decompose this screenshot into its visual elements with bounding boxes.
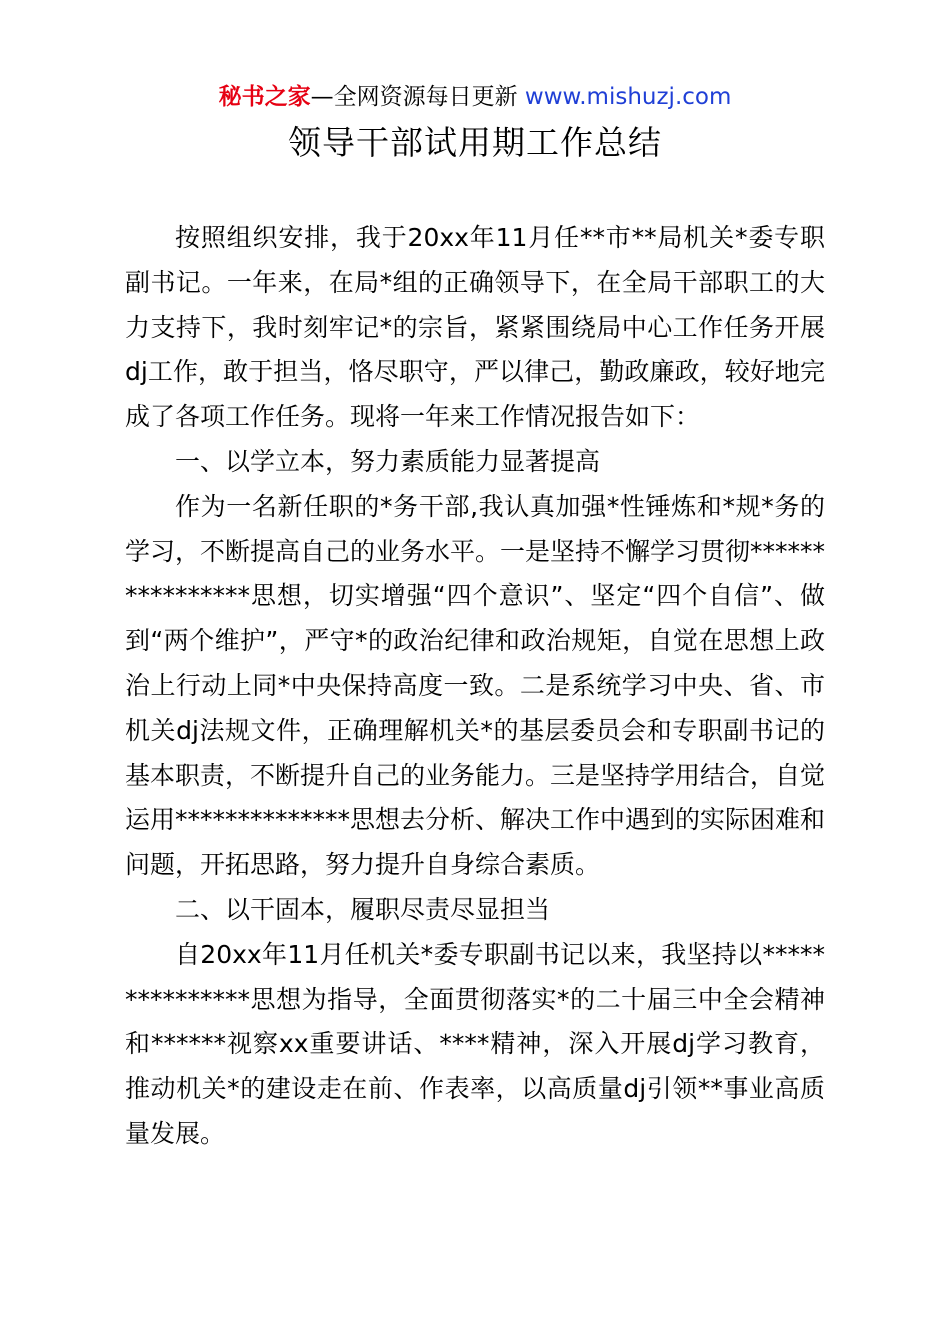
document-body [125, 216, 825, 1157]
site-url-link[interactable]: www.mishuzj.com [524, 84, 732, 110]
brand-name: 秘书之家 [218, 84, 311, 110]
site-header [0, 80, 950, 114]
paragraph-section-1: 作为一名新任职的*务干部,我认真加强*性锤炼和*规*务的学习，不断提高自己的业务水平。一是坚持不懈学习贯彻****************思想，切实增强“四个意识”、坚定“四个自信”、做到“两个维护”，严守*的政治纪律和政治规矩，自觉在思想上政治上行动上同*中央保持高度一致。二是系统学习中央、省、市机关dj法规文件，正确理解机关*的基层委员会和专职副书记的基本职责，不断提升自己的业务能力。三是坚持学用结合，自觉运用**************思想去分析、解决工作中遇到的实际困难和问题，开拓思路，努力提升自身综合素质。 [125, 491, 826, 880]
section-heading-1: 一、以学立本，努力素质能力显著提高 [175, 446, 601, 476]
paragraph-section-2: 自20xx年11月任机关*委专职副书记以来，我坚持以***************思想为指导，全面贯彻落实*的二十届三中全会精神和******视察xx重要讲话、****精神，深入开展dj学习教育，推动机关*的建设走在前、作表率，以高质量dj引领**事业高质量发展。 [125, 939, 825, 1148]
header-tagline: —全网资源每日更新 [310, 84, 525, 110]
document-title: 领导干部试用期工作总结 [288, 123, 662, 162]
paragraph-intro: 按照组织安排，我于20xx年11月任**市**局机关*委专职副书记。一年来，在局*组的正确领导下，在全局干部职工的大力支持下，我时刻牢记*的宗旨，紧紧围绕局中心工作任务开展dj工作，敢于担当，恪尽职守，严以律己，勤政廉政，较好地完成了各项工作任务。现将一年来工作情况报告如下： [125, 223, 825, 432]
section-heading-2: 二、以干固本，履职尽责尽显担当 [175, 894, 551, 924]
